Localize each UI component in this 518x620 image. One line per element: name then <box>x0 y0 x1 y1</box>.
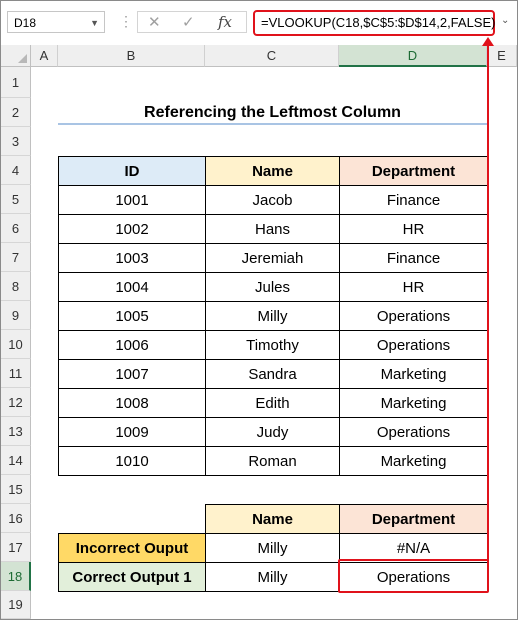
table-row-5-name[interactable]: Milly <box>205 301 340 331</box>
row-header-18[interactable]: 18 <box>1 562 31 591</box>
table-row-10-name[interactable]: Roman <box>205 446 340 476</box>
col-header-c[interactable]: C <box>205 45 339 67</box>
row-header-3[interactable]: 3 <box>1 127 31 156</box>
table-row-3-dept[interactable]: Finance <box>339 243 488 273</box>
row-header-9[interactable]: 9 <box>1 301 31 330</box>
formula-actions <box>137 11 247 33</box>
table-row-7-dept[interactable]: Marketing <box>339 359 488 389</box>
formula-input[interactable]: =VLOOKUP(C18,$C$5:$D$14,2,FALSE) <box>253 10 495 36</box>
table-row-1-id[interactable]: 1001 <box>58 185 206 215</box>
insert-function-icon[interactable]: fx <box>218 13 233 31</box>
table-row-6-id[interactable]: 1006 <box>58 330 206 360</box>
table-row-2-name[interactable]: Hans <box>205 214 340 244</box>
table-row-2-id[interactable]: 1002 <box>58 214 206 244</box>
enter-check-icon[interactable]: ✓ <box>182 14 195 31</box>
incorrect-output-name[interactable]: Milly <box>205 533 340 563</box>
table-row-10-dept[interactable]: Marketing <box>339 446 488 476</box>
table-row-5-id[interactable]: 1005 <box>58 301 206 331</box>
header-department[interactable]: Department <box>339 156 488 186</box>
sheet-title: Referencing the Leftmost Column <box>144 104 401 121</box>
table-row-4-dept[interactable]: HR <box>339 272 488 302</box>
formula-bar <box>1 1 517 46</box>
table-row-8-dept[interactable]: Marketing <box>339 388 488 418</box>
table-row-2-dept[interactable]: HR <box>339 214 488 244</box>
row-header-2[interactable]: 2 <box>1 98 31 127</box>
cancel-icon[interactable]: ✕ <box>148 14 161 31</box>
table-row-3-name[interactable]: Jeremiah <box>205 243 340 273</box>
row-header-13[interactable]: 13 <box>1 417 31 446</box>
table-row-4-id[interactable]: 1004 <box>58 272 206 302</box>
arrow-connector-v <box>487 46 489 576</box>
row-header-5[interactable]: 5 <box>1 185 31 214</box>
menu-dots-icon: ⋮ <box>119 13 134 29</box>
header-id[interactable]: ID <box>58 156 206 186</box>
incorrect-output-label[interactable]: Incorrect Ouput <box>58 533 206 563</box>
col-header-e[interactable]: E <box>487 45 517 67</box>
table-row-7-name[interactable]: Sandra <box>205 359 340 389</box>
row-header-12[interactable]: 12 <box>1 388 31 417</box>
correct-output-label[interactable]: Correct Output 1 <box>58 562 206 592</box>
row-header-14[interactable]: 14 <box>1 446 31 475</box>
table-row-10-id[interactable]: 1010 <box>58 446 206 476</box>
table-row-6-dept[interactable]: Operations <box>339 330 488 360</box>
lookup-header-name[interactable]: Name <box>205 504 340 534</box>
title-underline <box>58 123 487 125</box>
table-row-1-dept[interactable]: Finance <box>339 185 488 215</box>
table-row-8-name[interactable]: Edith <box>205 388 340 418</box>
table-row-1-name[interactable]: Jacob <box>205 185 340 215</box>
col-header-d[interactable]: D <box>339 45 487 67</box>
row-header-16[interactable]: 16 <box>1 504 31 533</box>
table-row-7-id[interactable]: 1007 <box>58 359 206 389</box>
table-row-9-name[interactable]: Judy <box>205 417 340 447</box>
col-header-a[interactable]: A <box>31 45 58 67</box>
correct-output-name[interactable]: Milly <box>205 562 340 592</box>
table-row-5-dept[interactable]: Operations <box>339 301 488 331</box>
table-row-3-id[interactable]: 1003 <box>58 243 206 273</box>
row-header-10[interactable]: 10 <box>1 330 31 359</box>
lookup-header-department[interactable]: Department <box>339 504 488 534</box>
incorrect-output-dept[interactable]: #N/A <box>339 533 488 563</box>
select-all-corner[interactable] <box>1 45 31 67</box>
row-header-1[interactable]: 1 <box>1 67 31 98</box>
row-header-19[interactable]: 19 <box>1 591 31 619</box>
arrow-up-icon <box>482 37 494 46</box>
table-row-4-name[interactable]: Jules <box>205 272 340 302</box>
header-name[interactable]: Name <box>205 156 340 186</box>
correct-output-dept[interactable]: Operations <box>339 562 488 592</box>
table-row-8-id[interactable]: 1008 <box>58 388 206 418</box>
table-row-6-name[interactable]: Timothy <box>205 330 340 360</box>
row-header-11[interactable]: 11 <box>1 359 31 388</box>
chevron-down-icon[interactable]: ▼ <box>90 18 99 28</box>
selected-cell-highlight <box>338 559 489 593</box>
col-header-b[interactable]: B <box>58 45 205 67</box>
row-header-6[interactable]: 6 <box>1 214 31 243</box>
expand-formula-icon[interactable]: ⌄ <box>501 15 510 26</box>
name-box[interactable] <box>7 11 105 33</box>
row-header-17[interactable]: 17 <box>1 533 31 562</box>
table-row-9-dept[interactable]: Operations <box>339 417 488 447</box>
row-header-4[interactable]: 4 <box>1 156 31 185</box>
row-header-7[interactable]: 7 <box>1 243 31 272</box>
name-box-value: D18 <box>14 16 37 30</box>
table-row-9-id[interactable]: 1009 <box>58 417 206 447</box>
row-header-8[interactable]: 8 <box>1 272 31 301</box>
row-header-15[interactable]: 15 <box>1 475 31 504</box>
